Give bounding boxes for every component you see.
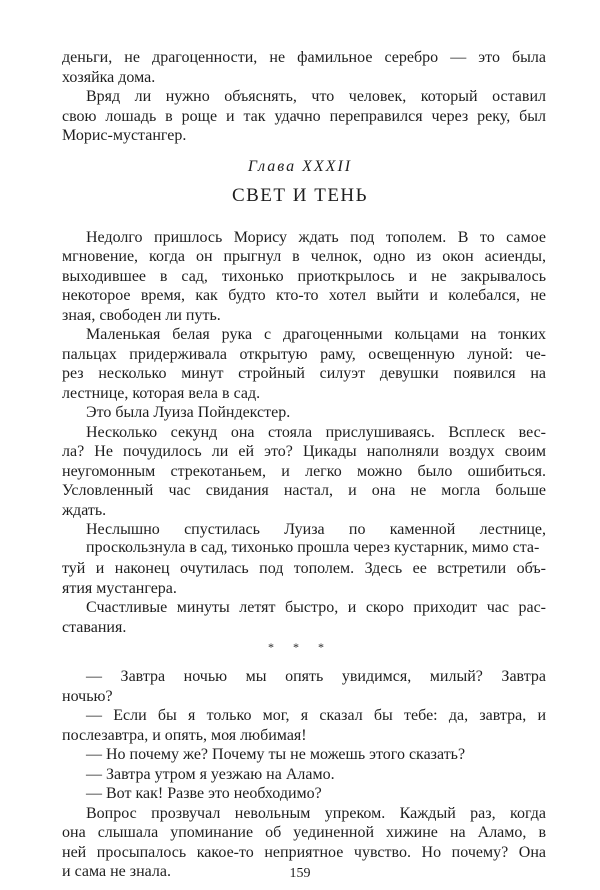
text-line: ятия мустангера.	[62, 579, 177, 597]
text-line: деньги, не драгоценности, не фамильное серебро — это была	[62, 49, 546, 66]
text-line: Несколько секунд она стояла прислушиваясь. Всплеск вес-	[86, 423, 546, 441]
text-line: некоторое время, как будто кто-то хотел выйти и колебался, не	[62, 287, 546, 304]
text-line: — Если бы я только мог, я сказал бы тебе: да, завтра, и	[86, 707, 546, 724]
text-line: ночью?	[62, 687, 113, 705]
text-line: Вряд ли нужно объяснять, что человек, который оставил	[86, 88, 546, 105]
text-line: и сама не знала.	[62, 863, 171, 880]
text-line: зная, свободен ли путь.	[62, 306, 221, 324]
text-line: рез несколько минут стройный силуэт девушки появился на	[62, 365, 546, 382]
text-line: Счастливые минуты летят быстро, и скоро приходит час рас-	[86, 599, 546, 616]
text-line: лестнице, которая вела в сад.	[62, 384, 261, 402]
text-line: Маленькая белая рука с драгоценными кольцами на тонких	[86, 326, 546, 343]
chapter-label: Глава XXXII	[247, 158, 353, 175]
text-line: ней просыпалось какое-то неприятное чувство. Но почему? Она	[62, 843, 546, 861]
page-number: 159	[289, 866, 311, 881]
text-line: она слышала упоминание об уединенной хижине на Аламо, в	[62, 824, 546, 841]
text-line: — Вот как! Разве это необходимо?	[86, 785, 322, 802]
text-line: — Завтра утром я уезжаю на Аламо.	[86, 765, 335, 783]
text-line: хозяйка дома.	[62, 68, 156, 86]
text-line: ставания.	[62, 618, 127, 636]
text-line: послезавтра, и опять, моя любимая!	[62, 726, 307, 744]
text-line: свою лошадь в роще и так удачно переправился через реку, был	[62, 107, 546, 125]
text-line: пальцах придерживала открытую раму, освещенную луной: че-	[62, 345, 546, 363]
text-line: Вопрос прозвучал невольным упреком. Каждый раз, когда	[86, 804, 546, 822]
text-line: Неслышно спустилась Луиза по каменной лестнице, проскользнула в сад, тихонько прошла через кустарник, мимо ста-	[86, 521, 546, 556]
text-line: Это была Луиза Пойндекстер.	[86, 404, 291, 421]
text-line: туй и наконец очутилась под тополем. Здесь ее встретили объ-	[62, 560, 546, 577]
chapter-title: СВЕТ И ТЕНЬ	[231, 185, 369, 206]
text-line: неугомонным стрекотаньем, и легко можно было ошибиться.	[62, 462, 546, 480]
text-line: ждать.	[62, 501, 107, 519]
section-separator: * * *	[268, 640, 332, 654]
text-line: ла? Не почудилось ли ей это? Цикады наполняли воздух своим	[62, 443, 546, 460]
text-line: — Завтра ночью мы опять увидимся, милый? Завтра	[86, 668, 546, 685]
text-line: мгновение, когда он прыгнул в челнок, одно из окон асиенды,	[62, 248, 546, 265]
text-line: Недолго пришлось Морису ждать под тополем. В то самое	[86, 228, 546, 246]
text-line: Морис-мустангер.	[62, 127, 187, 144]
text-line: — Но почему же? Почему ты не можешь этого сказать?	[86, 746, 466, 763]
text-line: выходившее в сад, тихонько приоткрылось и не закрывалось	[62, 267, 546, 285]
text-line: Условленный час свидания настал, и она не могла больше	[62, 482, 546, 499]
